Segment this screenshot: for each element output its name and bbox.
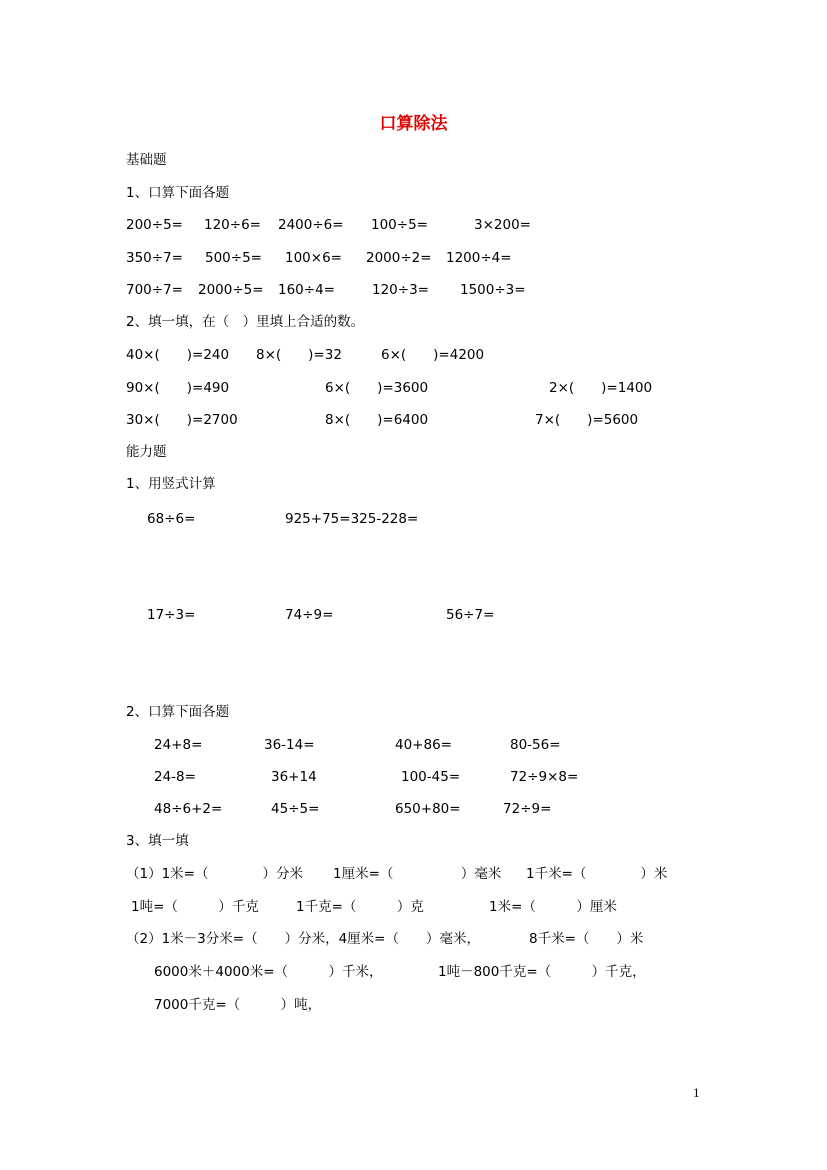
a2-item: 40+86= — [395, 737, 452, 753]
q1-item: 1200÷4= — [446, 250, 512, 266]
q2-item: 40×( )=240 — [126, 347, 230, 363]
a2-item: 650+80= — [395, 801, 461, 817]
q1-item: 700÷7= — [126, 282, 183, 298]
q1-item: 2400÷6= — [278, 217, 344, 233]
page-title: 口算除法 — [379, 114, 448, 134]
q2-item: 90×( )=490 — [126, 380, 230, 396]
a2-item: 36+14 — [271, 769, 317, 785]
section-ability-heading: 能力题 — [126, 444, 167, 460]
a1-item: 68÷6= — [147, 511, 196, 527]
q2-item: 8×( )=6400 — [325, 412, 429, 428]
q1-item: 350÷7= — [126, 250, 183, 266]
q1-item: 100÷5= — [371, 217, 428, 233]
q1-item: 2000÷5= — [198, 282, 264, 298]
a1-item: 56÷7= — [446, 607, 495, 623]
a2-item: 72÷9×8= — [510, 769, 579, 785]
q2-item: 6×( )=4200 — [381, 347, 485, 363]
a2-item: 72÷9= — [503, 801, 552, 817]
q2-item: 6×( )=3600 — [325, 380, 429, 396]
a2-item: 36-14= — [264, 737, 315, 753]
q2-item: 7×( )=5600 — [535, 412, 639, 428]
a3-item: 1千米=（ ）米 — [526, 866, 668, 882]
q1-item: 120÷6= — [204, 217, 261, 233]
a3-item: 1米=（ ）厘米 — [489, 899, 617, 915]
q1-item: 100×6= — [285, 250, 342, 266]
q1-item: 160÷4= — [278, 282, 335, 298]
q1-item: 500÷5= — [205, 250, 262, 266]
a2-item: 80-56= — [510, 737, 561, 753]
q1-item: 200÷5= — [126, 217, 183, 233]
a3-item: 6000米＋4000米=（ ）千米， — [154, 964, 383, 980]
q1-heading: 1、口算下面各题 — [126, 185, 230, 201]
a1-heading: 1、用竖式计算 — [126, 476, 216, 492]
a2-item: 45÷5= — [271, 801, 320, 817]
a3-item: （2）1米－3分米=（ ）分米，4厘米=（ ）毫米， — [126, 931, 480, 947]
a2-item: 24+8= — [154, 737, 203, 753]
q2-item: 8×( )=32 — [256, 347, 342, 363]
q1-item: 3×200= — [474, 217, 531, 233]
q1-item: 120÷3= — [372, 282, 429, 298]
a1-item: 925+75=325-228= — [285, 511, 419, 527]
a2-heading: 2、口算下面各题 — [126, 704, 230, 720]
q2-item: 30×( )=2700 — [126, 412, 238, 428]
a3-item: 1千克=（ ）克 — [296, 899, 424, 915]
a2-item: 24-8= — [154, 769, 196, 785]
a3-item: 8千米=（ ）米 — [529, 931, 644, 947]
page-number: 1 — [693, 1085, 700, 1100]
q1-item: 1500÷3= — [460, 282, 526, 298]
a1-item: 74÷9= — [285, 607, 334, 623]
q2-item: 2×( )=1400 — [549, 380, 653, 396]
a3-heading: 3、填一填 — [126, 833, 189, 849]
a3-item: （1）1米=（ ）分米 — [126, 866, 303, 882]
q1-item: 2000÷2= — [366, 250, 432, 266]
a1-item: 17÷3= — [147, 607, 196, 623]
a2-item: 48÷6+2= — [154, 801, 223, 817]
q2-heading: 2、填一填，在（ ）里填上合适的数。 — [126, 314, 365, 330]
section-basic-heading: 基础题 — [126, 152, 167, 168]
a3-item: 1厘米=（ ）毫米 — [333, 866, 502, 882]
a2-item: 100-45= — [401, 769, 461, 785]
a3-item: 1吨－800千克=（ ）千克， — [438, 964, 646, 980]
a3-item: 7000千克=（ ）吨， — [154, 997, 322, 1013]
a3-item: 1吨=（ ）千克 — [131, 899, 259, 915]
